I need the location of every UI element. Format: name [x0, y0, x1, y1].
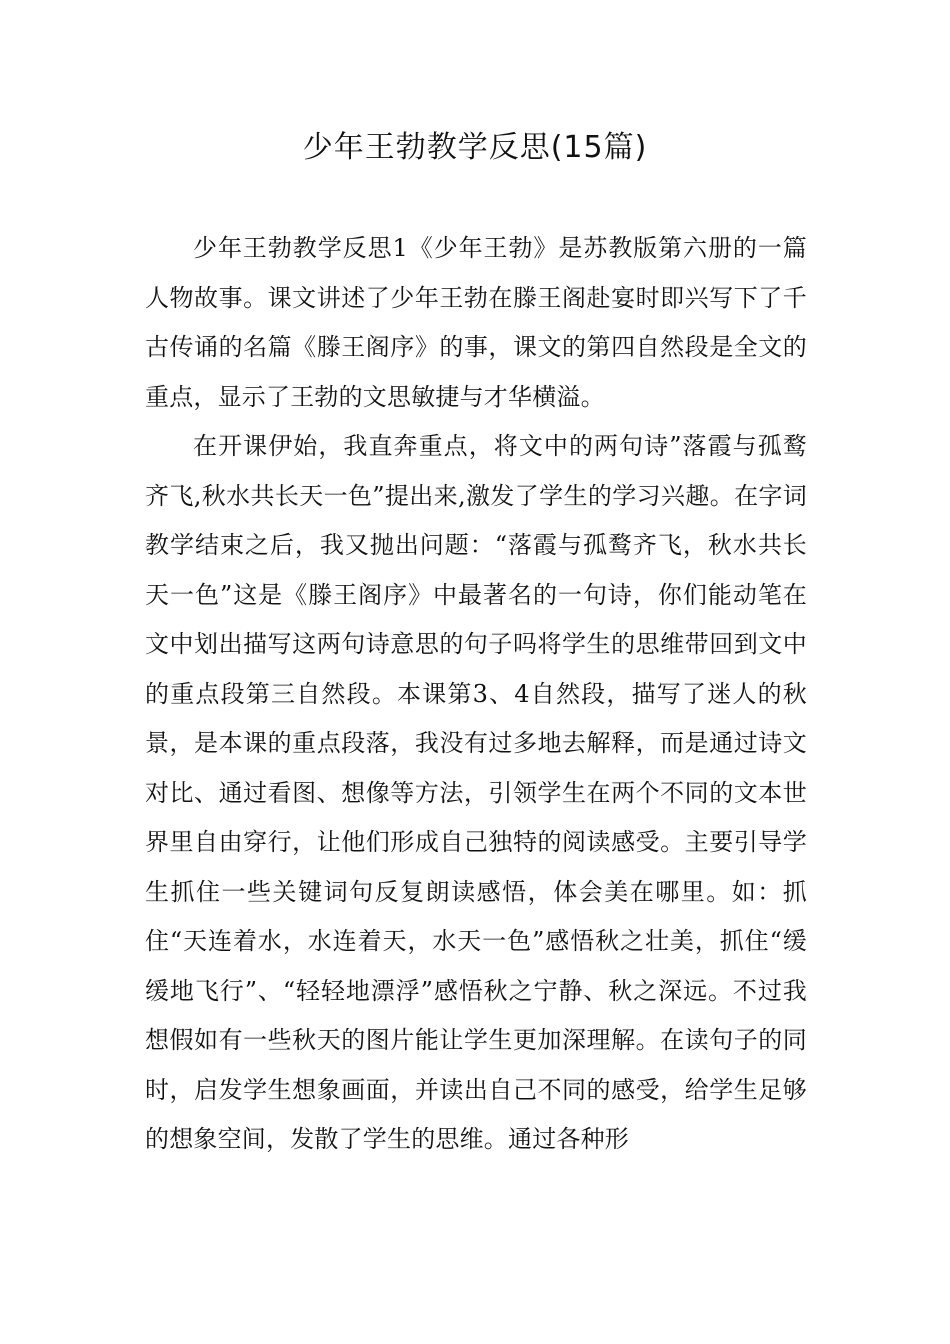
document-body	[145, 224, 807, 1165]
document-title: 少年王勃教学反思(15篇)	[302, 130, 648, 165]
paragraph-2: 在开课伊始，我直奔重点，将文中的两句诗”落霞与孤鹜齐飞,秋水共长天一色”提出来,激发了学生的学习兴趣。在字词教学结束之后，我又抛出问题：“落霞与孤鹜齐飞，秋水共长天一色”这是《滕王阁序》中最著名的一句诗，你们能动笔在文中划出描写这两句诗意思的句子吗将学生的思维带回到文中的重点段第三自然段。本课第3、4自然段，描写了迷人的秋景，是本课的重点段落，我没有过多地去解释，而是通过诗文对比、通过看图、想像等方法，引领学生在两个不同的文本世界里自由穿行，让他们形成自己独特的阅读感受。主要引导学生抓住一些关键词句反复朗读感悟，体会美在哪里。如：抓住“天连着水，水连着天，水天一色”感悟秋之壮美，抓住“缓缓地飞行”、“轻轻地漂浮”感悟秋之宁静、秋之深远。不过我想假如有一些秋天的图片能让学生更加深理解。在读句子的同时，启发学生想象画面，并读出自己不同的感受，给学生足够的想象空间，发散了学生的思维。通过各种形	[145, 432, 807, 1153]
paragraph-1: 少年王勃教学反思1《少年王勃》是苏教版第六册的一篇人物故事。课文讲述了少年王勃在滕王阁赴宴时即兴写下了千古传诵的名篇《滕王阁序》的事，课文的第四自然段是全文的重点，显示了王勃的文思敏捷与才华横溢。	[145, 234, 807, 411]
